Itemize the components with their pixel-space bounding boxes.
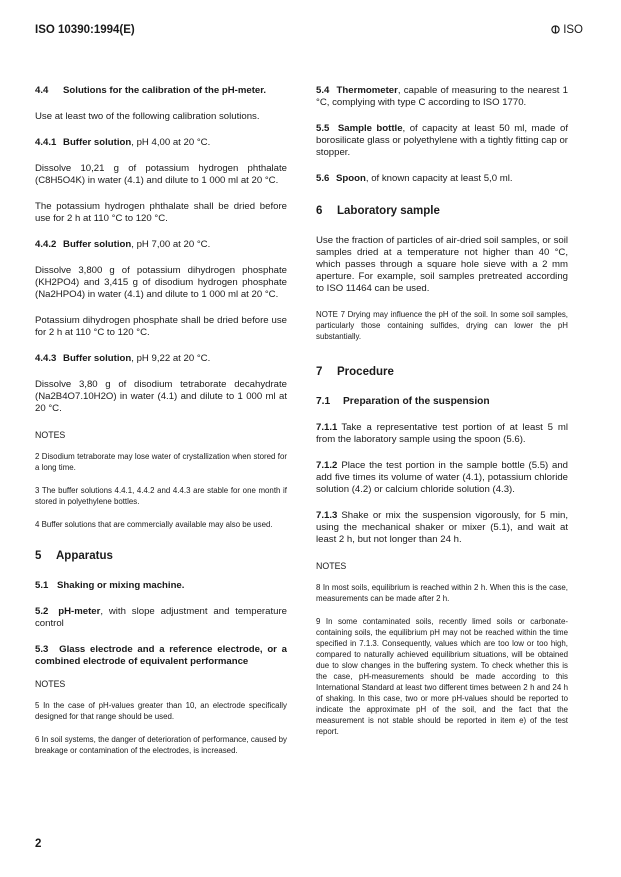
paragraph: Dissolve 3,800 g of potassium dihydrogen phosphate (KH2PO4) and 3,415 g of disodium hydrogen phosphate (Na2HPO4) in water (4.1) and dilute to 1 000 ml at 20 °C. — [35, 265, 287, 300]
section-6-heading: 6 Laboratory sample — [316, 205, 440, 217]
note-6: 6 In soil systems, the danger of deterioration of performance, caused by breakage or contamination of the electrodes, is increased. — [35, 735, 287, 755]
section-4-4-3-heading: 4.4.3 Buffer solution, pH 9,22 at 20 °C. — [35, 353, 211, 364]
section-5-5: 5.5 Sample bottle, of capacity at least 50 ml, made of borosilicate glass or polyethylene with a tightly fitting cap or stopper. — [316, 123, 568, 158]
section-5-1-heading: 5.1 Shaking or mixing machine. — [35, 580, 185, 591]
section-4-4-1-heading: 4.4.1 Buffer solution, pH 4,00 at 20 °C. — [35, 137, 211, 148]
section-4-4-heading — [35, 85, 287, 97]
notes-label: NOTES — [35, 679, 66, 689]
note-7: NOTE 7 Drying may influence the pH of the soil. In some soil samples, particularly those containing sulfides, drying can lower the pH substantially. — [316, 310, 568, 341]
paragraph: Dissolve 3,80 g of disodium tetraborate decahydrate (Na2B4O7.10H2O) in water (4.1) and dilute to 1 000 ml at 20 °C. — [35, 379, 287, 414]
standard-designation: ISO 10390:1994(E) — [35, 24, 135, 36]
section-7-heading: 7 Procedure — [316, 366, 394, 378]
paragraph: The potassium hydrogen phthalate shall be dried before use for 2 h at 110 °C to 120 °C. — [35, 201, 287, 224]
left-column — [35, 85, 287, 768]
section-7-1-heading: 7.1 Preparation of the suspension — [316, 396, 490, 407]
section-5-2-heading: 5.2 pH-meter, with slope adjustment and temperature control — [35, 606, 287, 629]
section-7-1-2: 7.1.2 Place the test portion in the sample bottle (5.5) and add five times its volume of water (4.1), potassium chloride solution (4.2) or calcium chloride solution (4.3). — [316, 460, 568, 495]
paragraph: Potassium dihydrogen phosphate shall be dried before use for 2 h at 110 °C to 120 °C. — [35, 315, 287, 338]
notes-label: NOTES — [35, 430, 66, 440]
section-4-4-2-heading: 4.4.2 Buffer solution, pH 7,00 at 20 °C. — [35, 239, 211, 250]
section-5-3-heading: 5.3 Glass electrode and a reference electrode, or a combined electrode of equivalent performance — [35, 644, 288, 667]
note-3: 3 The buffer solutions 4.4.1, 4.4.2 and 4.4.3 are stable for one month if stored in polyethylene bottles. — [35, 486, 287, 506]
section-number: 4.4 — [35, 85, 49, 96]
page-number: 2 — [35, 838, 42, 850]
section-7-1-1: 7.1.1 Take a representative test portion of at least 5 ml from the laboratory sample using the spoon (5.6). — [316, 422, 568, 445]
note-2: 2 Disodium tetraborate may lose water of crystallization when stored for a long time. — [35, 452, 287, 472]
section-7-1-3: 7.1.3 Shake or mix the suspension vigorously, for 5 min, using the mechanical shaker or mixer (5.1), and wait at least 2 h, but not longer than 24 h. — [316, 510, 568, 545]
note-4: 4 Buffer solutions that are commercially available may also be used. — [35, 520, 273, 529]
section-5-4: 5.4 Thermometer, capable of measuring to the nearest 1 °C, complying with type C according to ISO 1770. — [316, 85, 568, 108]
paragraph: Use at least two of the following calibration solutions. — [35, 111, 260, 122]
section-5-heading: 5 Apparatus — [35, 550, 113, 562]
paragraph: Dissolve 10,21 g of potassium hydrogen phthalate (C8H5O4K) in water (4.1) and dilute to 1 000 ml at 20 °C. — [35, 163, 287, 186]
section-title: Solutions for the calibration of the pH-meter. — [63, 85, 267, 96]
note-9: 9 In some contaminated soils, recently limed soils or carbonate-containing soils, the equilibrium pH may not be reached within the time specified in 7.1.3. Consequently, values which are too low or too high, compared to naturally achieved equilibrium situations, will be obtained due to slow changes in the buffering system. To check whether this is the case, pH-measurements should be made according to this International Standard at least two different times between 2 h and 24 h of shaking. In this case, two or more pH-values should be reported to indicate the approximate pH of the soil, and the fact that the measurement is not stable should be reported in item e) of the test report. — [316, 617, 568, 736]
iso-mark — [551, 24, 583, 36]
paragraph: Use the fraction of particles of air-dried soil samples, or soil samples dried at a temperature not higher than 40 °C, which passes through a square hole sieve with a 2 mm aperture. For example, soil samples pretreated according to ISO 11464 can be used. — [316, 235, 568, 294]
org-name: ISO — [563, 24, 583, 36]
note-8: 8 In most soils, equilibrium is reached within 2 h. When this is the case, measurements can be made after 2 h. — [316, 583, 568, 603]
iso-logo-icon — [551, 25, 560, 34]
notes-label: NOTES — [316, 561, 347, 571]
note-5: 5 In the case of pH-values greater than 10, an electrode specifically designed for that range should be used. — [35, 701, 287, 721]
section-5-6: 5.6 Spoon, of known capacity at least 5,0 ml. — [316, 173, 513, 184]
right-column — [316, 85, 568, 749]
